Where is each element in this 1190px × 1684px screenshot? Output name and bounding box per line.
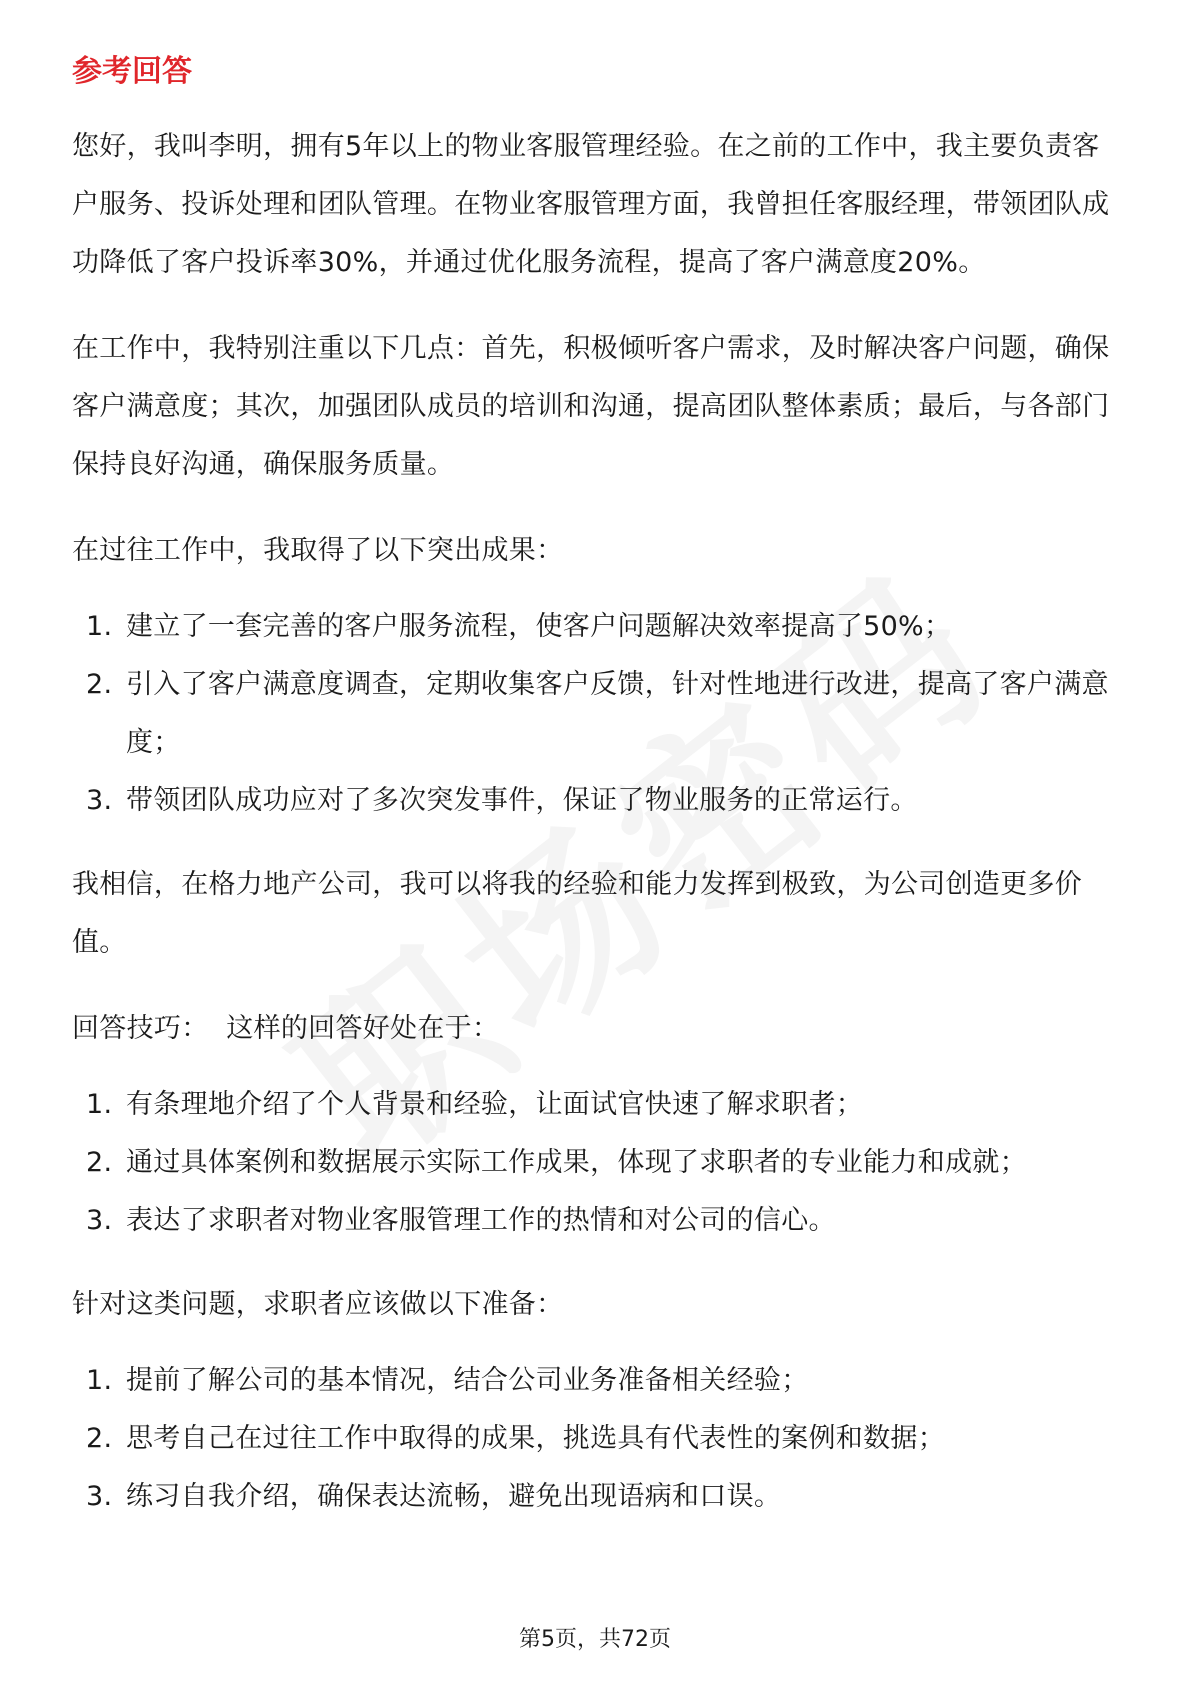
list-item-text: 带领团队成功应对了多次突发事件，保证了物业服务的正常运行。 (126, 785, 918, 816)
tips-intro: 回答技巧： 这样的回答好处在于： (72, 1013, 500, 1044)
list-item-text: 建立了一套完善的客户服务流程，使客户问题解决效率提高了50%； (126, 611, 952, 642)
list-item (72, 1134, 1120, 1192)
list-item (72, 1410, 1120, 1468)
list-item-text: 通过具体案例和数据展示实际工作成果，体现了求职者的专业能力和成就； (126, 1147, 1027, 1178)
answer-paragraph-achievements-intro: 在过往工作中，我取得了以下突出成果： (72, 535, 564, 566)
answer-paragraph-intro: 您好，我叫李明，拥有5年以上的物业客服管理经验。在之前的工作中，我主要负责客户服务、投诉处理和团队管理。在物业客服管理方面，我曾担任客服经理，带领团队成功降低了客户投诉率30%，并通过优化服务流程，提高了客户满意度20%。 (72, 131, 1110, 278)
answer-paragraph-closing: 我相信，在格力地产公司，我可以将我的经验和能力发挥到极致，为公司创造更多价值。 (72, 869, 1083, 958)
tips-list (72, 1076, 1120, 1250)
list-item-text: 思考自己在过往工作中取得的成果，挑选具有代表性的案例和数据； (126, 1423, 945, 1454)
list-number: 3. (86, 1481, 113, 1512)
answer-paragraph-focus: 在工作中，我特别注重以下几点：首先，积极倾听客户需求，及时解决客户问题，确保客户满意度；其次，加强团队成员的培训和沟通，提高团队整体素质；最后，与各部门保持良好沟通，确保服务质量。 (72, 333, 1110, 480)
document-page (72, 44, 1120, 1552)
list-item (72, 1192, 1120, 1250)
list-number: 2. (86, 669, 113, 700)
list-item-text: 提前了解公司的基本情况，结合公司业务准备相关经验； (126, 1365, 809, 1396)
page-footer: 第5页，共72页 (519, 1627, 671, 1652)
list-item (72, 598, 1120, 656)
list-item (72, 1468, 1120, 1526)
section-heading: 参考回答 (72, 54, 192, 89)
list-item (72, 1076, 1120, 1134)
list-number: 1. (86, 1089, 113, 1120)
list-item-text: 引入了客户满意度调查，定期收集客户反馈，针对性地进行改进，提高了客户满意度； (126, 669, 1109, 758)
list-item (72, 656, 1120, 772)
list-number: 2. (86, 1423, 113, 1454)
prep-list (72, 1352, 1120, 1526)
list-number: 3. (86, 785, 113, 816)
prep-intro: 针对这类问题，求职者应该做以下准备： (72, 1289, 564, 1320)
list-item-text: 有条理地介绍了个人背景和经验，让面试官快速了解求职者； (126, 1089, 864, 1120)
list-number: 1. (86, 1365, 113, 1396)
list-number: 3. (86, 1205, 113, 1236)
list-item (72, 772, 1120, 830)
list-number: 2. (86, 1147, 113, 1178)
achievements-list (72, 598, 1120, 830)
list-number: 1. (86, 611, 113, 642)
list-item-text: 练习自我介绍，确保表达流畅，避免出现语病和口误。 (126, 1481, 782, 1512)
list-item-text: 表达了求职者对物业客服管理工作的热情和对公司的信心。 (126, 1205, 836, 1236)
list-item (72, 1352, 1120, 1410)
